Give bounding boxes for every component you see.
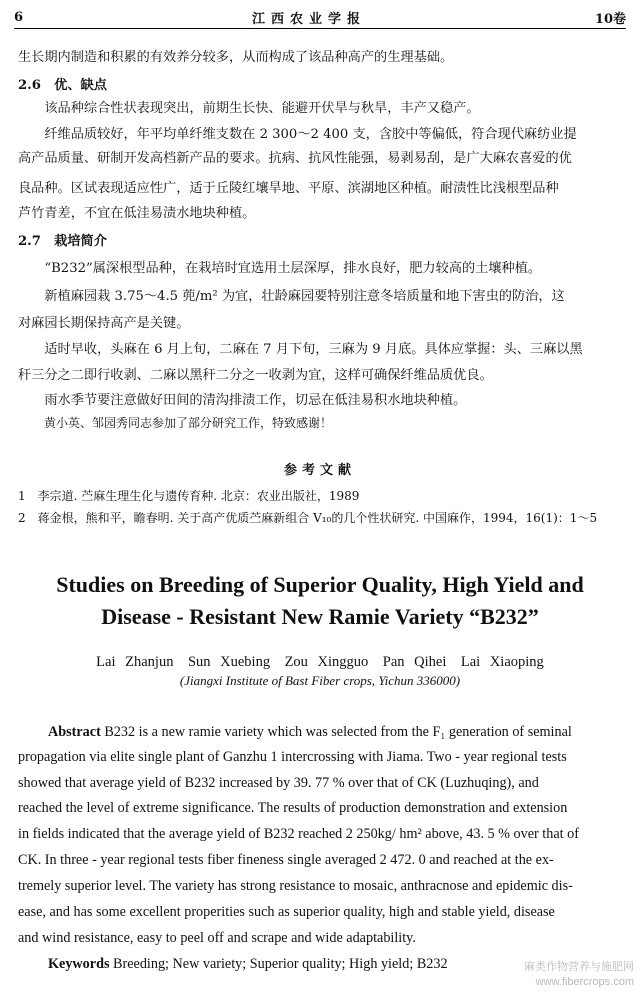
keywords-text: Breeding; New variety; Superior quality; High yield; B232 <box>113 956 448 972</box>
volume-number: 10卷 <box>594 11 626 27</box>
abstract-line: showed that average yield of B232 increased by 39. 77 % over that of CK (Luzhuqing), and <box>18 775 539 791</box>
body-line: 该品种综合性状表现突出，前期生长快、能避开伏旱与秋旱，丰产又稳产。 <box>18 101 480 116</box>
abstract-line: propagation via elite single plant of Ganzhu 1 intercrossing with Jiama. Two - year regional tests <box>18 749 567 765</box>
body-line: 秆三分之二即行收剥、二麻以黑秆二分之一收剥为宜，这样可确保纤维品质优良。 <box>18 368 493 383</box>
abstract-line: tremely superior level. The variety has strong resistance to mosaic, anthracnose and epidemic dis- <box>18 878 573 894</box>
abstract-line: reached the level of extreme significance. The results of production demonstration and extension <box>18 800 568 816</box>
reference-item: 2 蒋金根，熊和平，瞻春明. 关于高产优质苎麻新组合 V₁₀的几个性状研究. 中国麻作，1994，16(1)：1～5 <box>18 511 598 525</box>
body-line: 新植麻园栽 3.75～4.5 蔸/m² 为宜，壮龄麻园要特别注意冬培质量和地下害虫的防治，这 <box>18 289 565 304</box>
body-line: 适时早收，头麻在 6 月上旬，二麻在 7 月下旬，三麻为 9 月底。具体应掌握：头、三麻以黑 <box>18 342 583 357</box>
section-heading: 2.6 优、缺点 <box>18 78 107 93</box>
abstract-line <box>48 720 622 744</box>
english-title-line: Disease - Resistant New Ramie Variety “B232” <box>101 604 539 629</box>
reference-item: 1 李宗道. 苎麻生理生化与遗传育种. 北京：农业出版社，1989 <box>18 489 360 503</box>
body-line: 芦竹青差，不宜在低洼易渍水地块种植。 <box>18 206 256 221</box>
author-list: Lai Zhanjun Sun Xuebing Zou Xingguo Pan Qihei Lai Xiaoping <box>96 654 544 670</box>
body-line: 雨水季节要注意做好田间的清沟排渍工作，切忌在低洼易积水地块种植。 <box>18 393 467 408</box>
body-line: 生长期内制造和积累的有效养分较多，从而构成了该品种高产的生理基础。 <box>18 50 454 65</box>
affiliation: (Jiangxi Institute of Bast Fiber crops, Yichun 336000) <box>179 673 461 688</box>
abstract-line: CK. In three - year regional tests fiber fineness single averaged 2 472. 0 and reached at the ex- <box>18 852 554 868</box>
page-number: 6 <box>14 9 24 25</box>
journal-name: 江西农业学报 <box>251 11 366 27</box>
watermark-line-2: www.fibercrops.com <box>535 976 634 988</box>
abstract-line: ease, and has some excellent properities such as superior quality, high and stable yield, disease <box>18 904 555 920</box>
body-line: 良品种。区试表现适应性广，适于丘陵红壤旱地、平原、滨湖地区种植。耐渍性比浅根型品种 <box>18 181 559 196</box>
abstract-label: Abstract <box>48 724 101 740</box>
acknowledgement: 黄小英、邹园秀同志参加了部分研究工作，特致感谢！ <box>44 416 333 430</box>
site-watermark <box>524 960 634 990</box>
references-title: 参考文献 <box>283 463 356 478</box>
body-line: 纤维品质较好，年平均单纤维支数在 2 300～2 400 支，含胶中等偏低，符合现代麻纺业提 <box>18 127 577 142</box>
running-header <box>14 6 626 29</box>
english-title-line: Studies on Breeding of Superior Quality, High Yield and <box>56 572 584 597</box>
body-line: 高产品质量、研制开发高档新产品的要求。抗病、抗风性能强，易剥易刮，是广大麻农喜爱的优 <box>18 151 572 166</box>
keywords-label: Keywords <box>48 956 110 972</box>
watermark-line-1: 麻类作物营养与施肥网 <box>524 961 634 973</box>
abstract-line: in fields indicated that the average yield of B232 reached 2 250kg/ hm² above, 43. 5 % over that of <box>18 826 579 842</box>
section-heading: 2.7 栽培简介 <box>18 234 107 249</box>
abstract-text: B232 is a new ramie variety which was selected from the F₁ generation of seminal <box>104 724 572 740</box>
abstract-line: and wind resistance, easy to peel off and scrape and wide adaptability. <box>18 930 416 946</box>
body-line: “B232”属深根型品种，在栽培时宜选用土层深厚，排水良好，肥力较高的土壤种植。 <box>18 261 542 276</box>
body-line: 对麻园长期保持高产是关键。 <box>18 316 190 331</box>
